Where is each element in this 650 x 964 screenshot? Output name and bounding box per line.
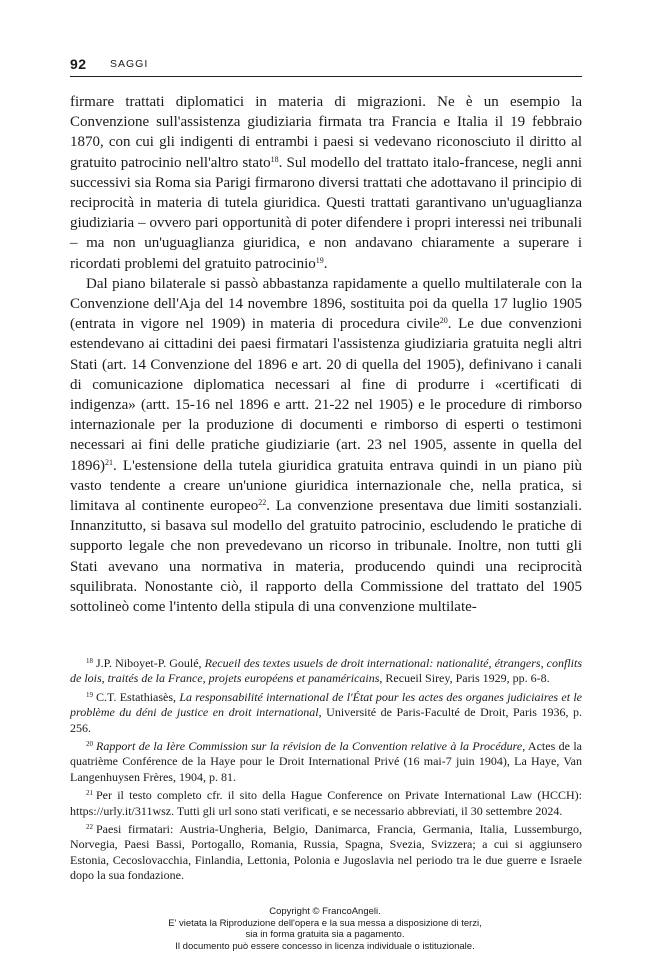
copyright-line: Il documento può essere concesso in licenza individuale o istituzionale. bbox=[175, 940, 475, 952]
section-title: SAGGI bbox=[110, 58, 149, 70]
footnote-21: $^{21}$ Per il testo completo cfr. il sito della Hague Conference on Private International Law (HCCH): https://urly.it/311wsz. Tutti gli url sono stati verificati, e se necessario abbreviati, il 30 settembre 2024. bbox=[70, 788, 582, 818]
footnote-ref[interactable]: 19 bbox=[315, 255, 324, 265]
main-text bbox=[70, 92, 582, 617]
copyright-line: sia in forma gratuita sia a pagamento. bbox=[245, 929, 405, 941]
footnote-ref[interactable]: 18 bbox=[270, 154, 279, 164]
paragraph: firmare trattati diplomatici in materia di migrazioni. Ne è un esempio la Convenzione sull'assistenza giudiziaria firmata tra Francia e Italia il 19 febbraio 1870, con cui gli indigenti di entrambi i paesi si vedevano riconosciuto il diritto al gratuito patrocinio nell'altro stato$^{18}$. Sul modello del trattato italo-francese, negli anni successivi sia Roma sia Parigi firmarono diversi trattati che adottavano il principio di reciprocità in materia di tutela giuridica. Questi trattati garantivano un'uguaglianza giudiziaria – ovvero pari opportunità di poter difendere i propri interessi nei tribunali – ma non un'uguaglianza giuridica, e non andavano chiaramente a superare i ricordati problemi del gratuito patrocinio$^{19}$. bbox=[70, 94, 582, 272]
footnote-ref[interactable]: 20 bbox=[439, 316, 448, 326]
footnote-19: $^{19}$ C.T. Estathiasès, La responsabilité international de l'État pour les actes des organes judiciaires et le problème du déni de justice en droit international, Université de Paris-Faculté de Droit, Paris 1936, p. 256. bbox=[70, 689, 582, 735]
copyright-line: Copyright © FrancoAngeli. bbox=[269, 906, 381, 917]
footnote-ref[interactable]: 21 bbox=[105, 457, 113, 467]
copyright-notice bbox=[0, 906, 650, 952]
footnote-ref[interactable]: 22 bbox=[258, 498, 267, 508]
footnote-18: $^{18}$ J.P. Niboyet-P. Goulé, Recueil des textes usuels de droit international: nationalité, étrangers, conflits de lois, traités de la France, projets européens et panaméricains, Recueil Sirey, Paris 1929, pp. 6-8. bbox=[70, 656, 583, 686]
footnote-20: $^{20}$ Rapport de la Ière Commission sur la révision de la Convention relative à la Procédure, Actes de la quatrième Conférence de la Haye pour le Droit International Privé (16 mai-7 juin 1904), La Haye, Van Langenhuysen Frères, 1904, p. 81. bbox=[70, 739, 582, 784]
page-number: 92 bbox=[70, 56, 87, 72]
running-header bbox=[70, 56, 582, 77]
paragraph: Dal piano bilaterale si passò abbastanza rapidamente a quello multilaterale con la Convenzione dell'Aja del 14 novembre 1896, sostituita poi da quella 17 luglio 1905 (entrata in vigore nel 1909) in materia di procedura civile$^{20}$. Le due convenzioni estendevano ai cittadini dei paesi firmatari l'assistenza giudiziaria gratuita negli altri Stati (art. 14 Convenzione del 1896 e art. 20 di quella del 1905), definivano i canali di comunicazione diplomatica necessari al fine di produrre i «certificati di indigenza» (artt. 15-16 nel 1896 e artt. 21-22 nel 1905) e le procedure di rimborso internazionale per la produzione di documenti e rimborso di esperti o testimoni necessari ai fini delle pratiche giudiziarie (art. 23 nel 1905, assente in quella del 1896)$^{21}$. L'estensione della tutela giuridica gratuita entrava quindi in un piano più vasto tendente a creare un'unione giuridica internazionale che, nella pratica, si limitava al continente europeo$^{22}$. La convenzione presentava due limiti sostanziali. Innanzitutto, si basava sul modello del gratuito patrocinio, escludendo le pratiche di supporto legale che non prevedevano un ricorso in tribunale. Inoltre, non tutti gli Stati avevano una normativa in materia, producendo quindi una reciprocità squilibrata. Nonostante ciò, il rapporto della Commissione del trattato del 1905 sottolineò come l'intento della stipula di una convenzione multilate- bbox=[70, 275, 582, 616]
footnotes bbox=[70, 656, 582, 887]
footnote-22: $^{22}$ Paesi firmatari: Austria-Ungheria, Belgio, Danimarca, Francia, Germania, Italia, Lussemburgo, Norvegia, Paesi Bassi, Portogallo, Romania, Russia, Spagna, Svezia, Svizzera; a cui si aggiunsero Estonia, Cecoslovacchia, Finlandia, Lettonia, Polonia e Jugoslavia nel periodo tra le due guerre e Israele dopo la sua fondazione. bbox=[70, 822, 582, 883]
copyright-line: E' vietata la Riproduzione dell'opera e la sua messa a disposizione di terzi, bbox=[168, 917, 482, 929]
